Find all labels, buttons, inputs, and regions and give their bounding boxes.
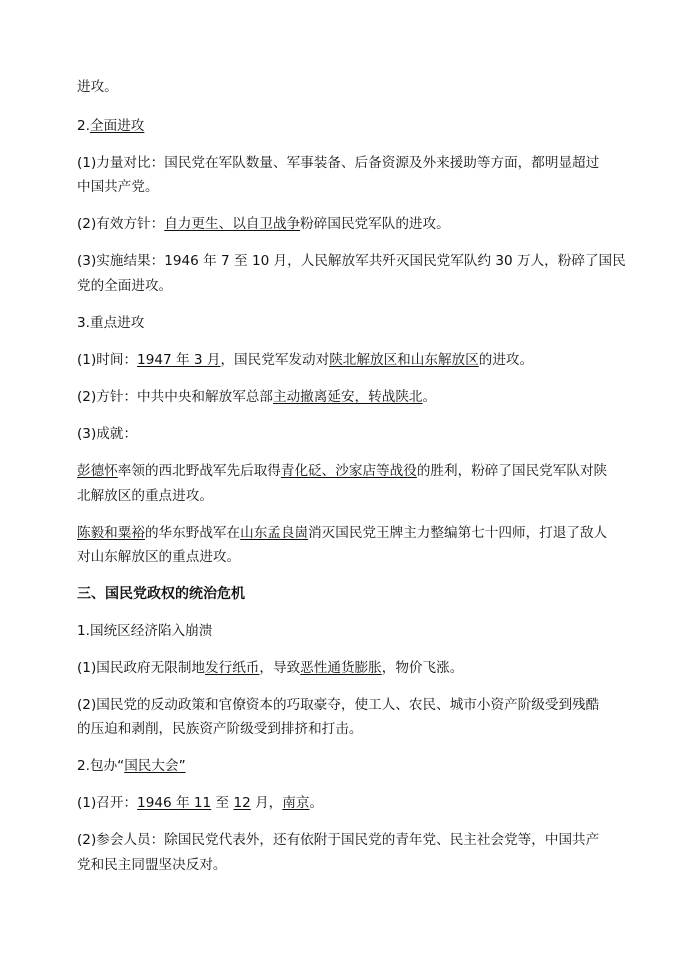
text-line: (1)力量对比：国民党在军队数量、军事装备、后备资源及外来援助等方面，都明显超过 bbox=[77, 155, 600, 171]
text-line: 对山东解放区的重点进攻。 bbox=[77, 549, 241, 565]
text-line: 中国共产党。 bbox=[77, 179, 159, 195]
text-line: 的压迫和剥削，民族资产阶级受到排挤和打击。 bbox=[77, 721, 363, 737]
text-line: (2)参会人员：除国民党代表外，还有依附于国民党的青年党、民主社会党等，中国共产 bbox=[77, 832, 600, 848]
text-line: (2)有效方针：自力更生、以自卫战争粉碎国民党军队的进攻。 bbox=[77, 216, 450, 232]
text-line: 北解放区的重点进攻。 bbox=[77, 488, 213, 504]
text-line: 陈毅和粟裕的华东野战军在山东孟良崮消灭国民党王牌主力整编第七十四师，打退了敌人 bbox=[77, 525, 608, 541]
text-line: 进攻。 bbox=[77, 79, 118, 95]
text-line: (3)实施结果：1946 年 7 至 10 月，人民解放军共歼灭国民党军队约 30 万人，粉碎了国民 bbox=[77, 253, 626, 269]
text-line: (2)方针：中共中央和解放军总部主动撤离延安，转战陕北。 bbox=[77, 389, 437, 405]
text-line: (2)国民党的反动政策和官僚资本的巧取豪夺，使工人、农民、城市小资产阶级受到残酷 bbox=[77, 697, 600, 713]
section-2-heading: 2.全面进攻 bbox=[77, 118, 145, 134]
text-line: (1)国民政府无限制地发行纸币，导致恶性通货膨胀，物价飞涨。 bbox=[77, 660, 464, 676]
text-line: (1)时间：1947 年 3 月，国民党军发动对陕北解放区和山东解放区的进攻。 bbox=[77, 352, 534, 368]
text-line: 1.国统区经济陷入崩溃 bbox=[77, 623, 213, 639]
text-line: 党的全面进攻。 bbox=[77, 278, 173, 294]
text-line: (3)成就： bbox=[77, 426, 138, 442]
section-three-title: 三、国民党政权的统治危机 bbox=[77, 586, 245, 602]
text-line: 彭德怀率领的西北野战军先后取得青化砭、沙家店等战役的胜利，粉碎了国民党军队对陕 bbox=[77, 463, 608, 479]
text-line: (1)召开：1946 年 11 至 12 月，南京。 bbox=[77, 795, 324, 811]
section-3-heading: 3.重点进攻 bbox=[77, 315, 145, 331]
text-line: 党和民主同盟坚决反对。 bbox=[77, 857, 227, 873]
text-line: 2.包办“国民大会” bbox=[77, 758, 186, 774]
